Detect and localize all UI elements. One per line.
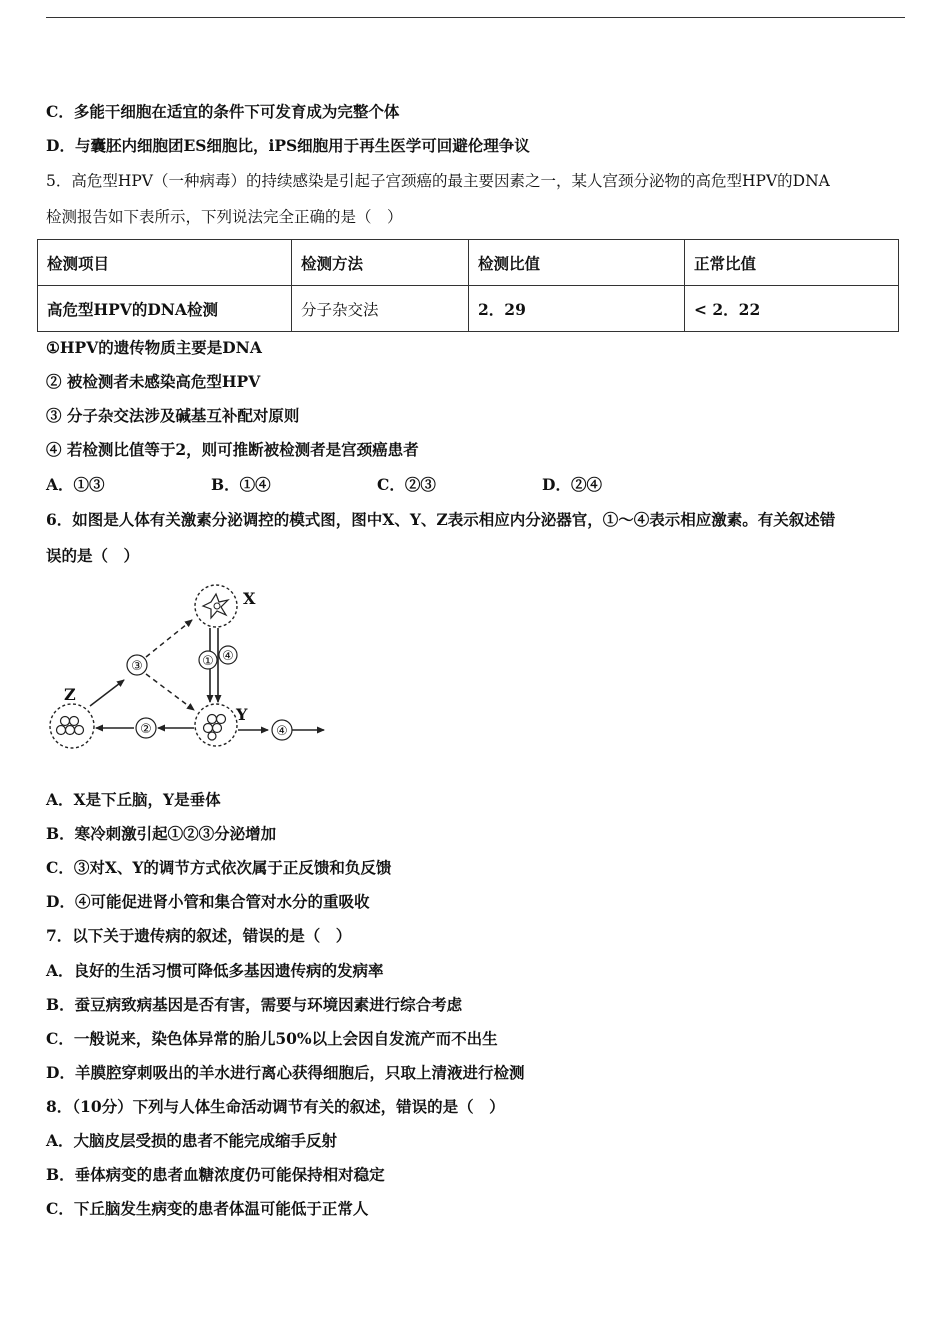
hormone-4-label: ④: [276, 724, 288, 739]
table-row: [38, 286, 899, 332]
q7-option-b: B．蚕豆病致病基因是否有害，需要与环境因素进行综合考虑: [46, 995, 463, 1014]
label-y: Y: [236, 705, 248, 724]
table-cell: 分子杂交法: [292, 286, 469, 332]
arrow-3-to-y: [146, 674, 194, 710]
q7-option-d: D．羊膜腔穿刺吸出的羊水进行离心获得细胞后，只取上清液进行检测: [46, 1063, 525, 1082]
q6-stem-line-2: 误的是（ ）: [46, 546, 140, 565]
q8-stem: 8．（10分）下列与人体生命活动调节有关的叙述，错误的是（ ）: [46, 1097, 505, 1116]
table-cell: 高危型HPV的DNA检测: [38, 286, 292, 332]
q5-stem-line-1: 5．高危型HPV（一种病毒）的持续感染是引起子宫颈癌的最主要因素之一，某人宫颈分泌物的高危型HPV的DNA: [46, 172, 830, 190]
gland-x: [195, 585, 256, 627]
arrow-z-to-3: [90, 680, 124, 706]
q5-option-c: C．②③: [377, 475, 436, 494]
q5-stem-line-2: 检测报告如下表所示，下列说法完全正确的是（ ）: [46, 208, 403, 226]
q8-option-a: A．大脑皮层受损的患者不能完成缩手反射: [46, 1131, 338, 1150]
gland-y: [195, 704, 248, 746]
hormone-regulation-diagram: [40, 580, 340, 760]
table-cell: < 2．22: [685, 286, 899, 332]
q7-stem: 7．以下关于遗传病的叙述，错误的是（ ）: [46, 926, 352, 945]
q8-option-b: B．垂体病变的患者血糖浓度仍可能保持相对稳定: [46, 1165, 385, 1184]
q4-option-d: D．与囊胚内细胞团ES细胞比，iPS细胞用于再生医学可回避伦理争议: [46, 136, 530, 155]
q4-option-c: C．多能干细胞在适宜的条件下可发育成为完整个体: [46, 102, 400, 121]
q5-report-table: [37, 239, 899, 332]
q6-option-a: A．X是下丘脑，Y是垂体: [46, 790, 221, 809]
table-header-cell: 检测比值: [469, 240, 685, 286]
q6-stem-line-1: 6．如图是人体有关激素分泌调控的模式图，图中X、Y、Z表示相应内分泌器官，①～④表示相应激素。有关叙述错: [46, 510, 836, 529]
hormone-3-label: ③: [131, 659, 143, 674]
q6-option-b: B．寒冷刺激引起①②③分泌增加: [46, 824, 277, 843]
q5-options: [46, 474, 746, 496]
gland-z: [50, 685, 94, 748]
q5-option-d: D．②④: [542, 475, 602, 494]
q6-option-c: C．③对X、Y的调节方式依次属于正反馈和负反馈: [46, 858, 392, 877]
label-x: X: [243, 589, 256, 608]
table-header-cell: 检测方法: [292, 240, 469, 286]
q8-option-c: C．下丘脑发生病变的患者体温可能低于正常人: [46, 1199, 369, 1218]
q5-statement-4: ④ 若检测比值等于2，则可推断被检测者是宫颈癌患者: [46, 440, 419, 459]
table-header-row: [38, 240, 899, 286]
header-rule: [46, 17, 905, 18]
q6-option-d: D．④可能促进肾小管和集合管对水分的重吸收: [46, 892, 370, 911]
q5-option-b: B．①④: [211, 475, 271, 494]
table-cell: 2．29: [469, 286, 685, 332]
hormone-1-label: ①: [202, 654, 214, 669]
q5-statement-2: ② 被检测者未感染高危型HPV: [46, 372, 261, 391]
table-header-cell: 检测项目: [38, 240, 292, 286]
q5-option-a: A．①③: [46, 475, 105, 494]
q5-statement-3: ③ 分子杂交法涉及碱基互补配对原则: [46, 406, 300, 425]
hormone-2-label: ②: [140, 722, 152, 737]
q7-option-a: A．良好的生活习惯可降低多基因遗传病的发病率: [46, 961, 384, 980]
label-z: Z: [64, 685, 76, 704]
hormone-4-label-top: ④: [222, 649, 234, 664]
table-header-cell: 正常比值: [685, 240, 899, 286]
arrow-3-to-x: [146, 620, 192, 657]
q7-option-c: C．一般说来，染色体异常的胎儿50%以上会因自发流产而不出生: [46, 1029, 498, 1048]
q5-statement-1: ①HPV的遗传物质主要是DNA: [46, 338, 262, 357]
